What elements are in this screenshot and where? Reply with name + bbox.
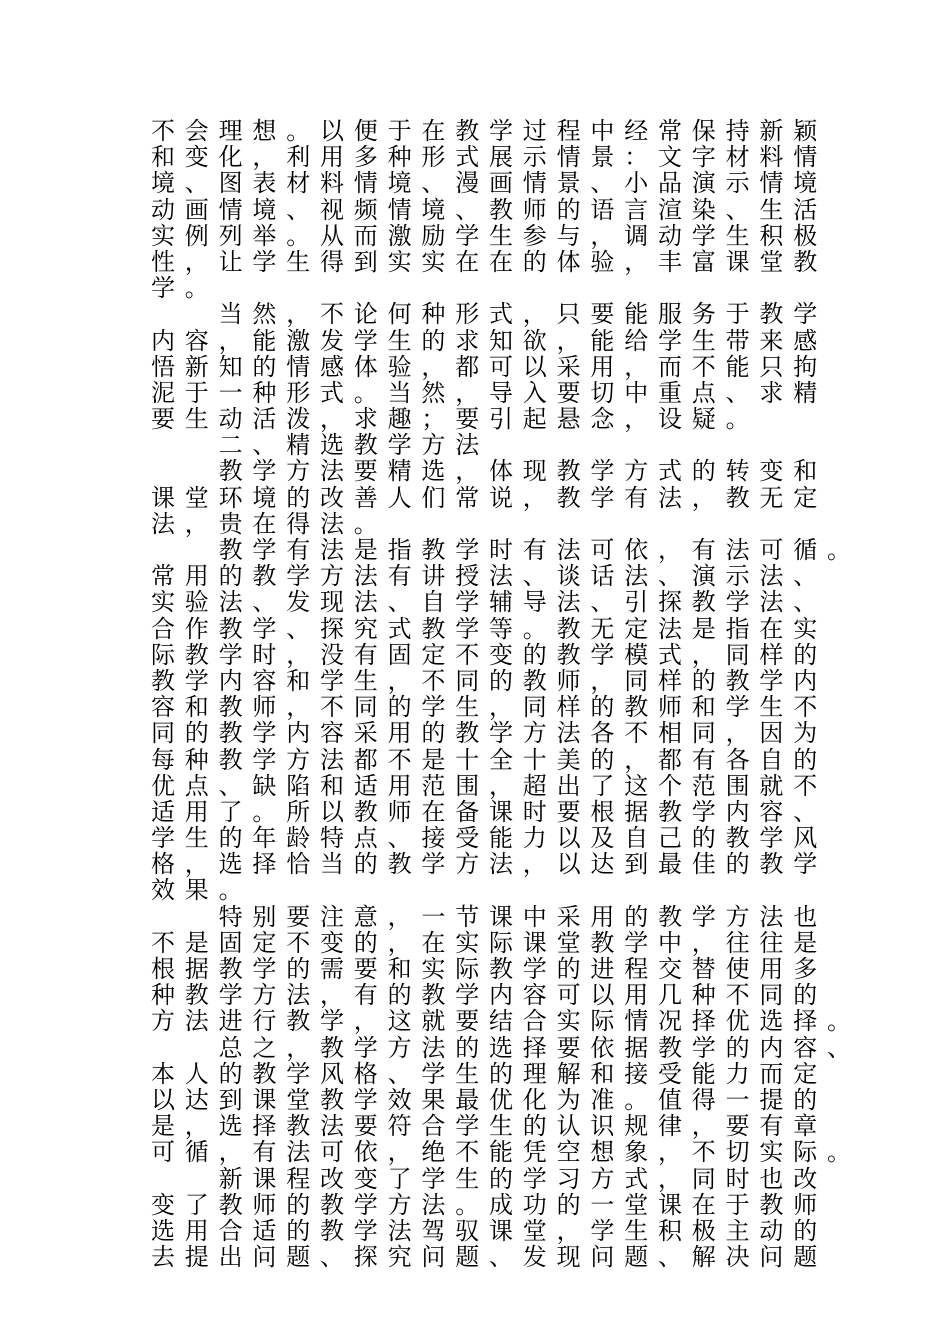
text-line: 合作教学、探究式教学等。教无定法是指在实	[151, 614, 827, 643]
text-line: 学生的年龄特点、接受能力以及自己的教学风	[151, 824, 827, 853]
text-line: 教学方法要精选，体现教学方式的转变和	[151, 457, 827, 486]
text-line: 不是固定不变的，在实际课堂教学中，往往是	[151, 928, 827, 957]
text-line: 新课程改变了学生的学习方式，同时也改	[151, 1164, 827, 1193]
text-line: 特别要注意，一节课中采用的教学方法也	[151, 902, 827, 931]
text-line: 种教学方法，有的教学内容可以用几种不同的	[151, 981, 827, 1010]
text-line: 动画情境、视频情境、教师的语言渲染、生活	[151, 195, 827, 224]
text-line: 变了教师的教学方法。成功的一堂课在于教师	[151, 1190, 827, 1219]
text-line: 不会理想。以便于在教学过程中经常保持新颖	[151, 117, 827, 145]
text-line: 以达到课堂教学效果最优化为准。值得一提的	[151, 1085, 827, 1114]
text-line: 实例列举。从而激励学生参与，调动学生积极	[151, 221, 827, 250]
text-line: 优点、缺陷和适用范围，超出了这个范围就不	[151, 771, 827, 800]
text-line: 根据教学的需要和实际教学的进程交替使用多	[151, 955, 827, 983]
text-line: 性，让学生得到实实在在的体验，丰富课堂教	[151, 247, 827, 276]
text-line: 悟新知的情感体验，都可以采用，而不能只拘	[151, 352, 827, 381]
text-line: 课堂环境的改善人们常说，教学有法，教无定	[151, 483, 827, 512]
text-line: 容和教师，不同的学生，同样的教师和学生不	[151, 693, 827, 722]
text-line: 实验法、发现法、自学辅导法、引探教学法、	[151, 588, 827, 617]
text-line: 去提出问题、探究问题、发现问题、解决问题	[151, 1243, 827, 1272]
text-line: 法，贵在得法。	[151, 509, 388, 538]
text-line: 本人的教学风格、学生的理解和接受能力而定	[151, 1059, 827, 1088]
text-line: 效果。	[151, 876, 253, 905]
text-line: 和变化，利用多种形式展示情景：文字材料情	[151, 143, 827, 172]
text-line: 际教学时，没有固定不变的教学模式，同样的	[151, 640, 827, 669]
text-line: 教学有法是指教学时有法可依，有法可循。	[151, 536, 861, 564]
text-line: 方法进行教学，这就要结合实际情况择优选择。	[151, 1007, 861, 1036]
text-line: 是，选择教法要符合学生的认识规律，要有章	[151, 1112, 827, 1141]
text-line: 总之，教学方法的选择要依据教学的内容、	[151, 1033, 861, 1062]
body-text	[151, 117, 861, 1272]
text-line: 教学内容和学生，不同的教师，同样的教学内	[151, 666, 827, 695]
text-line: 可循，有法可依，绝不能凭空想象，不切实际。	[151, 1138, 861, 1167]
text-line: 格，选择恰当的教学方法，以达到最佳的教学	[151, 850, 827, 879]
text-line: 要生动活泼，求趣；要引起悬念，设疑。	[151, 405, 760, 434]
text-line: 同的教学内容采用的教学方法各不相同，因为	[151, 719, 827, 748]
text-line: 学。	[151, 274, 219, 303]
text-line: 二、精选教学方法	[151, 431, 489, 460]
text-line: 泥于一种形式。当然，导入要切中重点、求精	[151, 378, 827, 407]
text-line: 适用了。所以教师在备课时要根据教学内容、	[151, 797, 827, 826]
text-line: 常用的教学方法有讲授法、谈话法、演示法、	[151, 562, 827, 591]
text-line: 内容，能激发学生的求知欲，能给学生带来感	[151, 326, 827, 355]
text-line: 每种教学方法都不是十全十美的，都有各自的	[151, 745, 827, 774]
text-line: 当然，不论何种形式，只要能服务于教学	[151, 300, 827, 329]
text-line: 境、图表材料情境、漫画情景、小品演示情境	[151, 169, 827, 198]
text-line: 选用合适的教学法驾驭课堂，学生积极主动的	[151, 1216, 827, 1245]
